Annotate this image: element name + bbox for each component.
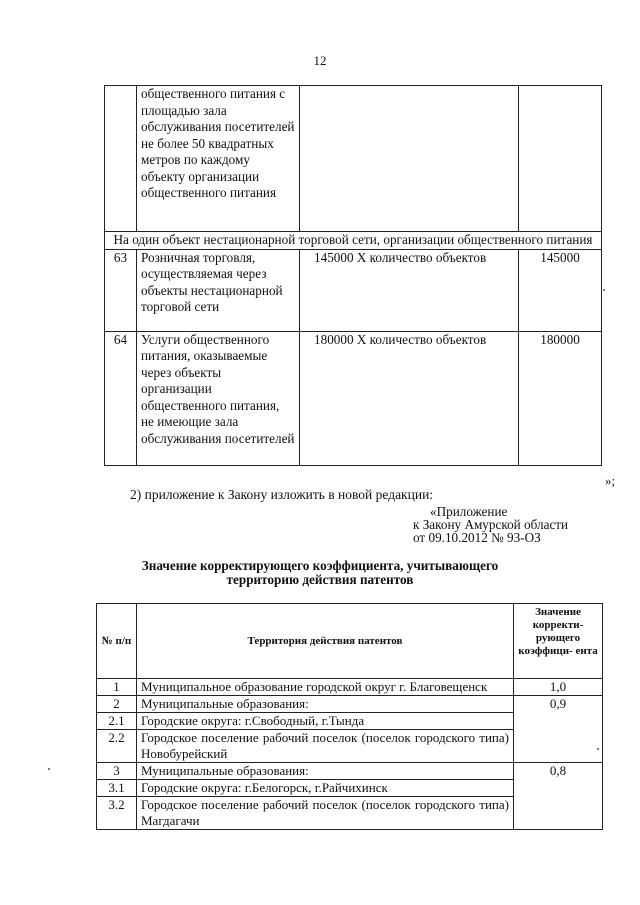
paragraph-2: 2) приложение к Закону изложить в новой редакции: (130, 487, 434, 502)
header-territory: Территория действия патентов (137, 604, 514, 679)
row-number-cell: 3.2 (97, 797, 137, 830)
scan-speck (603, 289, 605, 291)
coefficient-table (96, 603, 603, 830)
row-number-cell: 1 (97, 679, 137, 696)
table-row (105, 331, 602, 465)
activity-name-cell: Розничная торговля, осуществляемая через объекты нестационарной торговой сети (137, 249, 300, 331)
header-value: Значение корректи- рующего коэффици- ента (514, 604, 603, 679)
page-number: 12 (313, 53, 327, 68)
heading-line-1: Значение корректирующего коэффициента, учитывающего (141, 558, 499, 573)
appendix-title: «Приложение (430, 504, 508, 519)
scan-speck (48, 768, 50, 770)
table-heading (0, 559, 640, 587)
value-cell: 145000 (519, 249, 602, 331)
row-number-cell: 2.2 (97, 730, 137, 763)
activity-name-cell: Услуги общественного питания, оказываемые через объекты организации общественного питания, не имеющие зала обслуживания посетителей (137, 331, 300, 465)
header-row (97, 604, 603, 679)
territory-cell: Муниципальные образования: (137, 696, 514, 713)
value-cell: 180000 (519, 331, 602, 465)
row-number-cell (105, 86, 137, 232)
territory-cell: Городские округа: г.Белогорск, г.Райчихинск (137, 780, 514, 797)
territory-cell: Городские округа: г.Свободный, г.Тында (137, 713, 514, 730)
scan-speck (597, 748, 599, 750)
appendix-law: к Закону Амурской области (413, 517, 569, 532)
table-row (97, 763, 603, 780)
section-header: На один объект нестационарной торговой сети, организации общественного питания (105, 232, 602, 250)
territory-cell: Муниципальное образование городской округ г. Благовещенск (137, 679, 514, 696)
formula-cell: 145000 Х количество объектов (300, 249, 519, 331)
table-row (97, 696, 603, 713)
coefficient-cell: 0,9 (514, 696, 603, 763)
territory-cell: Городское поселение рабочий поселок (поселок городского типа) Новобурейский (137, 730, 514, 763)
formula-cell: 180000 Х количество объектов (300, 331, 519, 465)
territory-cell: Муниципальные образования: (137, 763, 514, 780)
table-row (105, 86, 602, 232)
coefficient-cell: 1,0 (514, 679, 603, 696)
activity-name-cell: общественного питания с площадью зала обслуживания посетителей не более 50 квадратных метров по каждому объекту организации общественного питания (137, 86, 300, 232)
value-cell (519, 86, 602, 232)
coefficient-cell: 0,8 (514, 763, 603, 830)
closing-quote: »; (605, 473, 616, 488)
row-number-cell: 2.1 (97, 713, 137, 730)
table-row (105, 249, 602, 331)
formula-cell (300, 86, 519, 232)
heading-line-2: территорию действия патентов (226, 572, 414, 587)
row-number-cell: 63 (105, 249, 137, 331)
section-row (105, 232, 602, 250)
rates-table (104, 85, 602, 466)
row-number-cell: 3 (97, 763, 137, 780)
appendix-header (413, 505, 568, 544)
appendix-date: от 09.10.2012 № 93-ОЗ (413, 530, 541, 545)
territory-cell: Городское поселение рабочий поселок (поселок городского типа) Магдагачи (137, 797, 514, 830)
row-number-cell: 64 (105, 331, 137, 465)
header-num: № п/п (97, 604, 137, 679)
row-number-cell: 2 (97, 696, 137, 713)
row-number-cell: 3.1 (97, 780, 137, 797)
table-row (97, 679, 603, 696)
